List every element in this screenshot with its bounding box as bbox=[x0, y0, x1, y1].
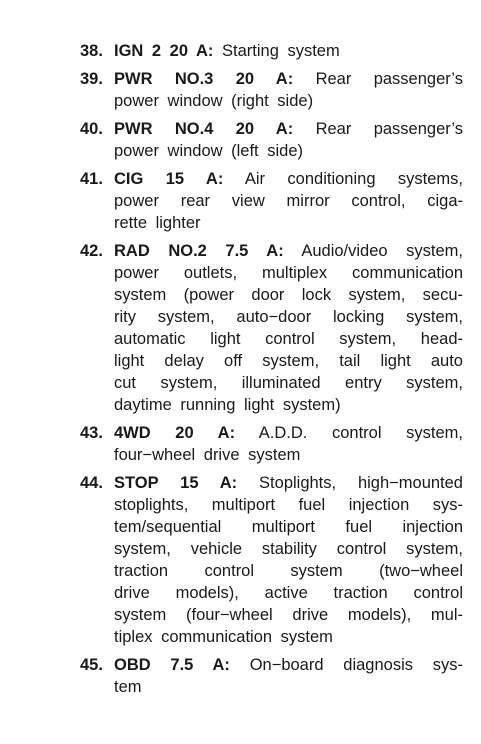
fuse-entry-39 bbox=[80, 68, 463, 112]
entry-line: system (four−wheel drive models), mul- bbox=[114, 606, 463, 624]
fuse-entry-40 bbox=[80, 118, 463, 162]
fuse-entry-43 bbox=[80, 422, 463, 466]
entry-title: 4WD 20 A: bbox=[114, 424, 236, 442]
entry-title: PWR NO.4 20 A: bbox=[114, 120, 294, 138]
entry-number: 42. bbox=[80, 242, 103, 260]
fuse-entry-42 bbox=[80, 240, 463, 416]
entry-line bbox=[114, 168, 463, 190]
entry-line: cut system, illuminated entry system, bbox=[114, 374, 463, 392]
entry-title: CIG 15 A: bbox=[114, 170, 224, 188]
entry-text: Air conditioning systems, bbox=[244, 170, 463, 188]
entry-text: Starting system bbox=[222, 42, 340, 60]
entry-line bbox=[114, 40, 463, 62]
entry-line bbox=[114, 472, 463, 494]
entry-line bbox=[114, 68, 463, 90]
entry-line: drive models), active traction control bbox=[114, 584, 463, 602]
entry-line: four−wheel drive system bbox=[114, 446, 301, 464]
entry-line: rity system, auto−door locking system, bbox=[114, 308, 463, 326]
entry-text: On−board diagnosis sys- bbox=[249, 656, 463, 674]
entry-number: 39. bbox=[80, 70, 103, 88]
entry-text: Audio/video system, bbox=[301, 242, 463, 260]
entry-line: tem/sequential multiport fuel injection bbox=[114, 518, 463, 536]
fuse-entry-45 bbox=[80, 654, 463, 698]
entry-number: 44. bbox=[80, 474, 103, 492]
entry-line: automatic light control system, head- bbox=[114, 330, 463, 348]
entry-line: light delay off system, tail light auto bbox=[114, 352, 463, 370]
entry-line: power rear view mirror control, ciga- bbox=[114, 192, 463, 210]
entry-number: 45. bbox=[80, 656, 103, 674]
entry-line bbox=[114, 240, 463, 262]
fuse-entry-38 bbox=[80, 40, 463, 62]
entry-text: Rear passenger’s bbox=[315, 120, 463, 138]
entry-title: IGN 2 20 A: bbox=[114, 42, 214, 60]
entry-title: PWR NO.3 20 A: bbox=[114, 70, 294, 88]
entry-line bbox=[114, 654, 463, 676]
entry-title: RAD NO.2 7.5 A: bbox=[114, 242, 284, 260]
entry-number: 43. bbox=[80, 424, 103, 442]
entry-line: power window (right side) bbox=[114, 92, 314, 110]
entry-number: 40. bbox=[80, 120, 103, 138]
fuse-entry-44 bbox=[80, 472, 463, 648]
entry-text: A.D.D. control system, bbox=[258, 424, 463, 442]
entry-line: system, vehicle stability control system, bbox=[114, 540, 463, 558]
entry-line: stoplights, multiport fuel injection sys- bbox=[114, 496, 463, 514]
fuse-entry-41 bbox=[80, 168, 463, 234]
entry-number: 38. bbox=[80, 42, 103, 60]
entry-line: daytime running light system) bbox=[114, 396, 341, 414]
entry-text: Rear passenger’s bbox=[315, 70, 463, 88]
fuse-list bbox=[80, 40, 463, 704]
entry-title: OBD 7.5 A: bbox=[114, 656, 230, 674]
entry-line: power window (left side) bbox=[114, 142, 303, 160]
entry-line: traction control system (two−wheel bbox=[114, 562, 463, 580]
entry-title: STOP 15 A: bbox=[114, 474, 238, 492]
entry-line: rette lighter bbox=[114, 214, 201, 232]
entry-line: system (power door lock system, secu- bbox=[114, 286, 463, 304]
entry-line bbox=[114, 422, 463, 444]
entry-line: power outlets, multiplex communication bbox=[114, 264, 463, 282]
entry-text: Stoplights, high−mounted bbox=[259, 474, 463, 492]
entry-number: 41. bbox=[80, 170, 103, 188]
entry-line: tem bbox=[114, 678, 142, 696]
entry-line bbox=[114, 118, 463, 140]
entry-line: tiplex communication system bbox=[114, 628, 333, 646]
